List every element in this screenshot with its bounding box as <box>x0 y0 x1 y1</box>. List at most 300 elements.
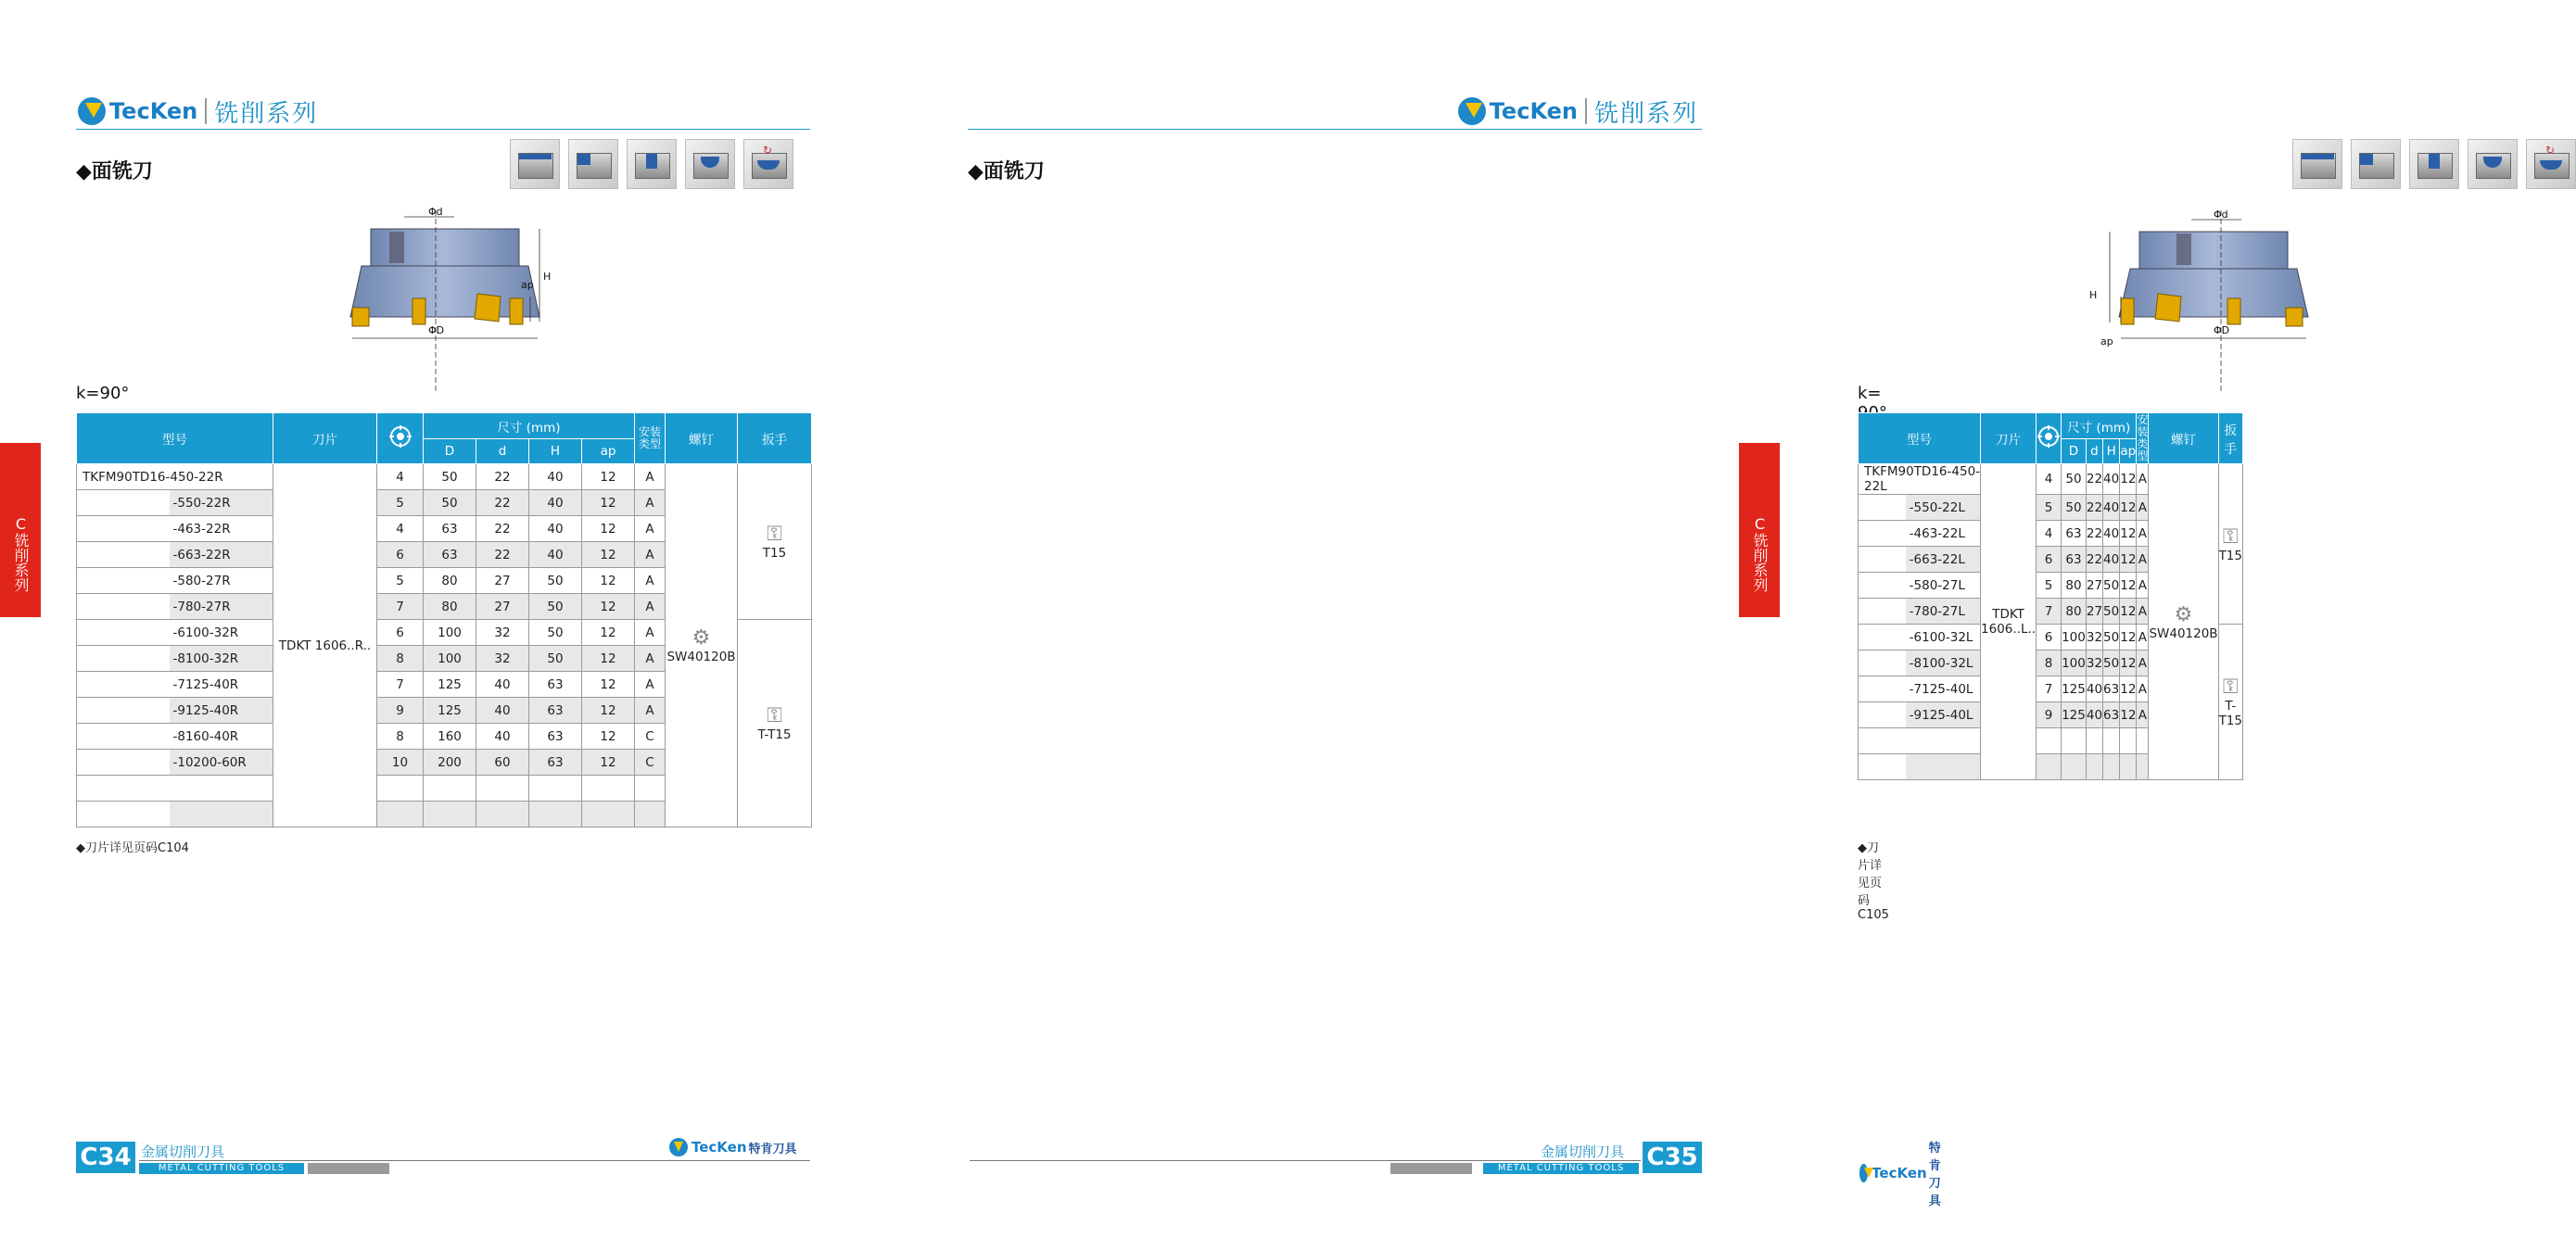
cell-z <box>377 802 424 827</box>
model-suffix: -580-27R <box>170 568 273 594</box>
model-suffix: -7125-40R <box>170 672 273 698</box>
page-number: C34 <box>76 1142 135 1173</box>
cell-D: 63 <box>424 542 476 568</box>
table-row <box>77 464 812 490</box>
cell-z <box>377 776 424 802</box>
footer-gray-bar <box>308 1163 389 1174</box>
header-model: 型号 <box>77 413 273 464</box>
insert-cell: TDKT 1606..L.. <box>1981 464 2037 780</box>
cell-H <box>529 802 582 827</box>
model-suffix <box>1906 728 1981 754</box>
cell-d: 22 <box>476 516 529 542</box>
tecken-logo-icon <box>1859 1164 1868 1182</box>
operation-icons <box>2292 139 2576 189</box>
cell-D: 80 <box>2062 599 2087 625</box>
cell-d: 40 <box>476 724 529 750</box>
cell-d: 32 <box>2086 625 2102 651</box>
face-mill-drawing-right-hand <box>324 206 584 391</box>
cell-H: 40 <box>2103 495 2120 521</box>
header-size: 尺寸 (mm) <box>2062 413 2137 439</box>
header-divider <box>205 98 207 124</box>
cell-D: 63 <box>2062 547 2087 573</box>
model-suffix: -7125-40L <box>1906 676 1981 702</box>
cell-z: 4 <box>2037 464 2062 495</box>
cell-d: 60 <box>476 750 529 776</box>
tooth-count-icon <box>377 413 424 464</box>
footer-en: METAL CUTTING TOOLS <box>1483 1163 1639 1174</box>
model-suffix: -550-22L <box>1906 495 1981 521</box>
header-D: D <box>2062 439 2087 464</box>
model-suffix: -463-22R <box>170 516 273 542</box>
footer-brand-cn: 特肯刀具 <box>1928 1142 1941 1208</box>
cell-H: 40 <box>529 464 582 490</box>
cell-z: 4 <box>377 464 424 490</box>
screw-cell <box>2149 464 2218 780</box>
model-blank <box>1859 651 1906 676</box>
cell-d <box>476 776 529 802</box>
model-blank <box>1859 754 1906 780</box>
header-mount-type: 安装类型 <box>635 413 666 464</box>
wrench-cell-2 <box>738 620 812 827</box>
wrench-label-2: T-T15 <box>757 727 792 742</box>
page-header <box>1458 93 1698 130</box>
footer-logo <box>1859 1138 1951 1208</box>
cell-type <box>635 802 666 827</box>
cell-ap: 12 <box>2120 495 2137 521</box>
dim-phi-D: ΦD <box>2214 324 2230 336</box>
model-suffix: -8100-32R <box>170 646 273 672</box>
cell-ap: 12 <box>582 594 635 620</box>
cell-type: A <box>2137 547 2149 573</box>
wrench-cell-1 <box>2218 464 2242 625</box>
model-blank <box>1859 495 1906 521</box>
wrench-icon: ⚿ <box>2222 524 2239 549</box>
operation-icons <box>510 139 793 189</box>
cell-z: 6 <box>377 620 424 646</box>
screw-label: SW40120B <box>666 650 736 664</box>
screw-icon: ⚙ <box>692 626 711 650</box>
model-blank <box>1859 521 1906 547</box>
cell-type: A <box>2137 495 2149 521</box>
cell-z: 10 <box>377 750 424 776</box>
cell-type: A <box>635 672 666 698</box>
cell-type: A <box>2137 599 2149 625</box>
header-wrench: 扳手 <box>738 413 812 464</box>
cell-type: A <box>2137 676 2149 702</box>
model-suffix: -780-27R <box>170 594 273 620</box>
insert-reference-note: ◆刀片详见页码C105 <box>1858 841 1889 922</box>
cell-z: 7 <box>2037 676 2062 702</box>
model-suffix: -10200-60R <box>170 750 273 776</box>
cell-H: 40 <box>2103 521 2120 547</box>
cell-z: 7 <box>377 594 424 620</box>
model-suffix <box>170 802 273 827</box>
series-title: 铣削系列 <box>214 99 319 128</box>
cell-ap <box>582 802 635 827</box>
cell-type: A <box>635 542 666 568</box>
cell-D: 125 <box>424 672 476 698</box>
model-suffix: -6100-32R <box>170 620 273 646</box>
page-header <box>78 93 318 130</box>
cell-type: C <box>635 750 666 776</box>
cell-type <box>635 776 666 802</box>
cell-d: 40 <box>476 698 529 724</box>
footer-logo-text: TecKen <box>1872 1165 1927 1181</box>
cell-ap: 12 <box>2120 464 2137 495</box>
cell-H: 63 <box>529 724 582 750</box>
model-suffix: -6100-32L <box>1906 625 1981 651</box>
cell-type: A <box>635 646 666 672</box>
slot-milling-icon <box>627 139 677 189</box>
model-cell: TKFM90TD16-450-22R <box>77 464 273 490</box>
cell-d: 40 <box>2086 702 2102 728</box>
pocket-milling-icon <box>2468 139 2518 189</box>
model-blank <box>77 620 170 646</box>
cell-D: 200 <box>424 750 476 776</box>
footer-logo <box>669 1138 797 1156</box>
cell-D: 50 <box>2062 464 2087 495</box>
model-suffix: -550-22R <box>170 490 273 516</box>
model-blank <box>1859 573 1906 599</box>
header-model: 型号 <box>1859 413 1981 464</box>
cell-H: 50 <box>2103 651 2120 676</box>
cell-ap: 12 <box>2120 599 2137 625</box>
cell-type: A <box>2137 702 2149 728</box>
cell-D <box>2062 754 2087 780</box>
cell-z: 8 <box>377 724 424 750</box>
model-blank <box>77 802 170 827</box>
side-tab: C铣削系列 <box>1739 443 1780 617</box>
cell-D <box>424 802 476 827</box>
header-insert: 刀片 <box>1981 413 2037 464</box>
wrench-cell-1 <box>738 464 812 620</box>
cell-z <box>2037 754 2062 780</box>
model-blank <box>1859 676 1906 702</box>
model-suffix: -580-27L <box>1906 573 1981 599</box>
cell-D <box>2062 728 2087 754</box>
cell-d: 27 <box>476 568 529 594</box>
model-suffix: -780-27L <box>1906 599 1981 625</box>
cell-type <box>2137 728 2149 754</box>
header-H: H <box>529 439 582 464</box>
cell-H: 40 <box>529 490 582 516</box>
dim-H: H <box>543 271 552 283</box>
cell-z: 5 <box>2037 495 2062 521</box>
pocket-milling-icon <box>685 139 735 189</box>
cell-ap: 12 <box>2120 676 2137 702</box>
cell-D: 63 <box>424 516 476 542</box>
cell-ap: 12 <box>582 724 635 750</box>
footer-cn: 金属切削刀具 <box>1541 1143 1625 1160</box>
footer-rule <box>139 1160 810 1161</box>
cell-d: 27 <box>476 594 529 620</box>
cell-d <box>476 802 529 827</box>
cell-ap: 12 <box>582 568 635 594</box>
cell-H: 63 <box>2103 702 2120 728</box>
model-suffix: -9125-40L <box>1906 702 1981 728</box>
page-number: C35 <box>1643 1142 1702 1173</box>
model-blank <box>77 594 170 620</box>
wrench-label-1: T15 <box>762 546 787 561</box>
cell-ap: 12 <box>582 464 635 490</box>
cell-ap: 12 <box>582 516 635 542</box>
cell-z: 6 <box>2037 625 2062 651</box>
cell-d: 40 <box>2086 676 2102 702</box>
cell-D: 100 <box>424 620 476 646</box>
cell-ap: 12 <box>2120 702 2137 728</box>
header-size: 尺寸 (mm) <box>424 413 635 439</box>
wrench-cell-2 <box>2218 625 2242 780</box>
dim-ap: ap <box>521 279 534 291</box>
cell-H: 50 <box>529 620 582 646</box>
face-mill-drawing-left-hand <box>2075 206 2334 391</box>
cell-d: 27 <box>2086 573 2102 599</box>
cell-ap: 12 <box>582 620 635 646</box>
cell-D: 80 <box>2062 573 2087 599</box>
cell-d: 22 <box>476 542 529 568</box>
cell-z: 6 <box>2037 547 2062 573</box>
brand-logo-text: TecKen <box>1489 98 1578 124</box>
cell-z: 5 <box>377 568 424 594</box>
cell-D: 80 <box>424 594 476 620</box>
model-blank <box>1859 625 1906 651</box>
model-suffix <box>170 776 273 802</box>
spec-table <box>76 412 812 827</box>
series-title: 铣削系列 <box>1593 99 1698 128</box>
cell-H: 63 <box>2103 676 2120 702</box>
model-suffix: -463-22L <box>1906 521 1981 547</box>
cell-D: 160 <box>424 724 476 750</box>
cell-z: 8 <box>2037 651 2062 676</box>
t-wrench-icon: ⚿ <box>767 704 782 727</box>
cell-D: 50 <box>424 464 476 490</box>
cell-D: 100 <box>2062 625 2087 651</box>
header-d: d <box>2086 439 2102 464</box>
cell-type: A <box>2137 625 2149 651</box>
cell-H: 50 <box>2103 599 2120 625</box>
footer-cn: 金属切削刀具 <box>141 1143 225 1160</box>
tecken-logo-icon <box>78 97 106 125</box>
cell-z: 6 <box>377 542 424 568</box>
cell-ap <box>2120 728 2137 754</box>
cell-H: 40 <box>529 516 582 542</box>
insert-cell: TDKT 1606..R.. <box>273 464 377 827</box>
cell-z: 9 <box>2037 702 2062 728</box>
cell-type: A <box>635 620 666 646</box>
tooth-count-icon <box>2037 413 2062 464</box>
cell-d: 22 <box>476 490 529 516</box>
cell-type: A <box>635 490 666 516</box>
cell-type: A <box>2137 651 2149 676</box>
cell-ap: 12 <box>2120 625 2137 651</box>
tecken-logo-icon <box>1458 97 1486 125</box>
dim-ap: ap <box>2100 335 2113 347</box>
header-ap: ap <box>2120 439 2137 464</box>
cell-z <box>2037 728 2062 754</box>
ramping-icon: ↻ <box>2526 139 2576 189</box>
cell-d: 32 <box>476 620 529 646</box>
cell-type: A <box>635 516 666 542</box>
ramping-icon: ↻ <box>743 139 793 189</box>
cell-z: 4 <box>2037 521 2062 547</box>
cell-type: A <box>2137 573 2149 599</box>
header-ap: ap <box>582 439 635 464</box>
model-suffix: -663-22R <box>170 542 273 568</box>
lead-angle-label: k=90° <box>76 384 130 403</box>
dim-H: H <box>2089 289 2098 301</box>
model-blank <box>77 724 170 750</box>
cell-ap: 12 <box>582 490 635 516</box>
shoulder-milling-icon <box>2351 139 2401 189</box>
cell-D: 63 <box>2062 521 2087 547</box>
model-blank <box>77 516 170 542</box>
header-screw: 螺钉 <box>666 413 738 464</box>
cell-H: 50 <box>529 646 582 672</box>
cell-type: A <box>2137 464 2149 495</box>
cell-ap <box>582 776 635 802</box>
header-divider <box>1585 98 1587 124</box>
cell-D: 100 <box>2062 651 2087 676</box>
cell-D <box>424 776 476 802</box>
header-wrench: 扳手 <box>2218 413 2242 464</box>
cell-H: 63 <box>529 698 582 724</box>
wrench-label-2: T-T15 <box>2218 699 2242 728</box>
cell-H <box>529 776 582 802</box>
section-title: ◆面铣刀 <box>968 160 1045 183</box>
model-blank <box>77 542 170 568</box>
header-screw: 螺钉 <box>2149 413 2218 464</box>
cell-d: 22 <box>2086 464 2102 495</box>
spec-table <box>1858 412 2243 780</box>
cell-D: 125 <box>2062 676 2087 702</box>
cell-type: A <box>635 594 666 620</box>
table-row <box>1859 464 2243 495</box>
cell-d <box>2086 728 2102 754</box>
footer-brand-cn: 特肯刀具 <box>748 1142 797 1156</box>
cell-d: 22 <box>2086 521 2102 547</box>
header-mount-type: 安装类型 <box>2137 413 2149 462</box>
cell-type: A <box>2137 521 2149 547</box>
model-blank <box>77 646 170 672</box>
cell-D: 125 <box>2062 702 2087 728</box>
cell-H: 50 <box>529 594 582 620</box>
t-wrench-icon: ⚿ <box>2222 676 2239 699</box>
insert-reference-note: ◆刀片详见页码C104 <box>76 841 189 855</box>
cell-d: 22 <box>2086 495 2102 521</box>
shoulder-milling-icon <box>568 139 618 189</box>
cell-ap: 12 <box>582 672 635 698</box>
cell-ap: 12 <box>582 542 635 568</box>
cell-H: 40 <box>2103 547 2120 573</box>
model-suffix: -8100-32L <box>1906 651 1981 676</box>
footer-en: METAL CUTTING TOOLS <box>139 1163 304 1174</box>
cell-ap: 12 <box>582 646 635 672</box>
cell-D: 50 <box>424 490 476 516</box>
face-milling-icon <box>510 139 560 189</box>
footer-gray-bar <box>1390 1163 1472 1174</box>
cell-z: 5 <box>2037 573 2062 599</box>
cell-d: 22 <box>2086 547 2102 573</box>
model-blank <box>1859 728 1906 754</box>
model-blank <box>1859 599 1906 625</box>
wrench-label-1: T15 <box>2218 548 2242 563</box>
cell-ap <box>2120 754 2137 780</box>
cell-z: 7 <box>2037 599 2062 625</box>
header-insert: 刀片 <box>273 413 377 464</box>
page-right <box>890 0 2556 1238</box>
cell-H: 50 <box>529 568 582 594</box>
side-tab: C铣削系列 <box>0 443 41 617</box>
cell-H: 63 <box>529 750 582 776</box>
cell-type: C <box>635 724 666 750</box>
model-blank <box>77 776 170 802</box>
cell-type: A <box>635 464 666 490</box>
cell-type: A <box>635 698 666 724</box>
cell-z: 8 <box>377 646 424 672</box>
model-blank <box>1859 702 1906 728</box>
cell-ap: 12 <box>2120 573 2137 599</box>
cell-ap: 12 <box>2120 651 2137 676</box>
model-blank <box>1859 547 1906 573</box>
cell-d: 40 <box>476 672 529 698</box>
cell-ap: 12 <box>582 750 635 776</box>
wrench-icon: ⚿ <box>767 523 782 546</box>
screw-cell <box>666 464 738 827</box>
dim-phi-d: Φd <box>428 206 443 218</box>
footer-logo-text: TecKen <box>692 1139 747 1156</box>
lead-angle-label: k= <box>1858 384 1882 403</box>
cell-d: 27 <box>2086 599 2102 625</box>
header-H: H <box>2103 439 2120 464</box>
cell-d: 22 <box>476 464 529 490</box>
cell-type: A <box>635 568 666 594</box>
cell-z: 9 <box>377 698 424 724</box>
cell-H: 40 <box>529 542 582 568</box>
cell-d: 32 <box>2086 651 2102 676</box>
cell-ap: 12 <box>582 698 635 724</box>
cell-D: 125 <box>424 698 476 724</box>
cell-z: 5 <box>377 490 424 516</box>
header-d: d <box>476 439 529 464</box>
header-rule <box>968 129 1702 130</box>
face-milling-icon <box>2292 139 2342 189</box>
model-blank <box>77 698 170 724</box>
section-title: ◆面铣刀 <box>76 160 153 183</box>
cell-D: 80 <box>424 568 476 594</box>
cell-H: 50 <box>2103 625 2120 651</box>
model-cell: TKFM90TD16-450-22L <box>1859 464 1981 495</box>
model-suffix: -9125-40R <box>170 698 273 724</box>
cell-H <box>2103 728 2120 754</box>
cell-H: 40 <box>2103 464 2120 495</box>
header-D: D <box>424 439 476 464</box>
cell-H <box>2103 754 2120 780</box>
tecken-logo-icon <box>669 1138 688 1156</box>
cell-ap: 12 <box>2120 547 2137 573</box>
cell-type <box>2137 754 2149 780</box>
cell-z: 7 <box>377 672 424 698</box>
model-blank <box>77 568 170 594</box>
model-blank <box>77 672 170 698</box>
cell-D: 100 <box>424 646 476 672</box>
cell-H: 63 <box>529 672 582 698</box>
cell-z: 4 <box>377 516 424 542</box>
model-suffix <box>1906 754 1981 780</box>
screw-label: SW40120B <box>2149 625 2218 641</box>
brand-logo-text: TecKen <box>109 98 198 124</box>
dim-phi-d: Φd <box>2214 208 2228 221</box>
cell-d: 32 <box>476 646 529 672</box>
